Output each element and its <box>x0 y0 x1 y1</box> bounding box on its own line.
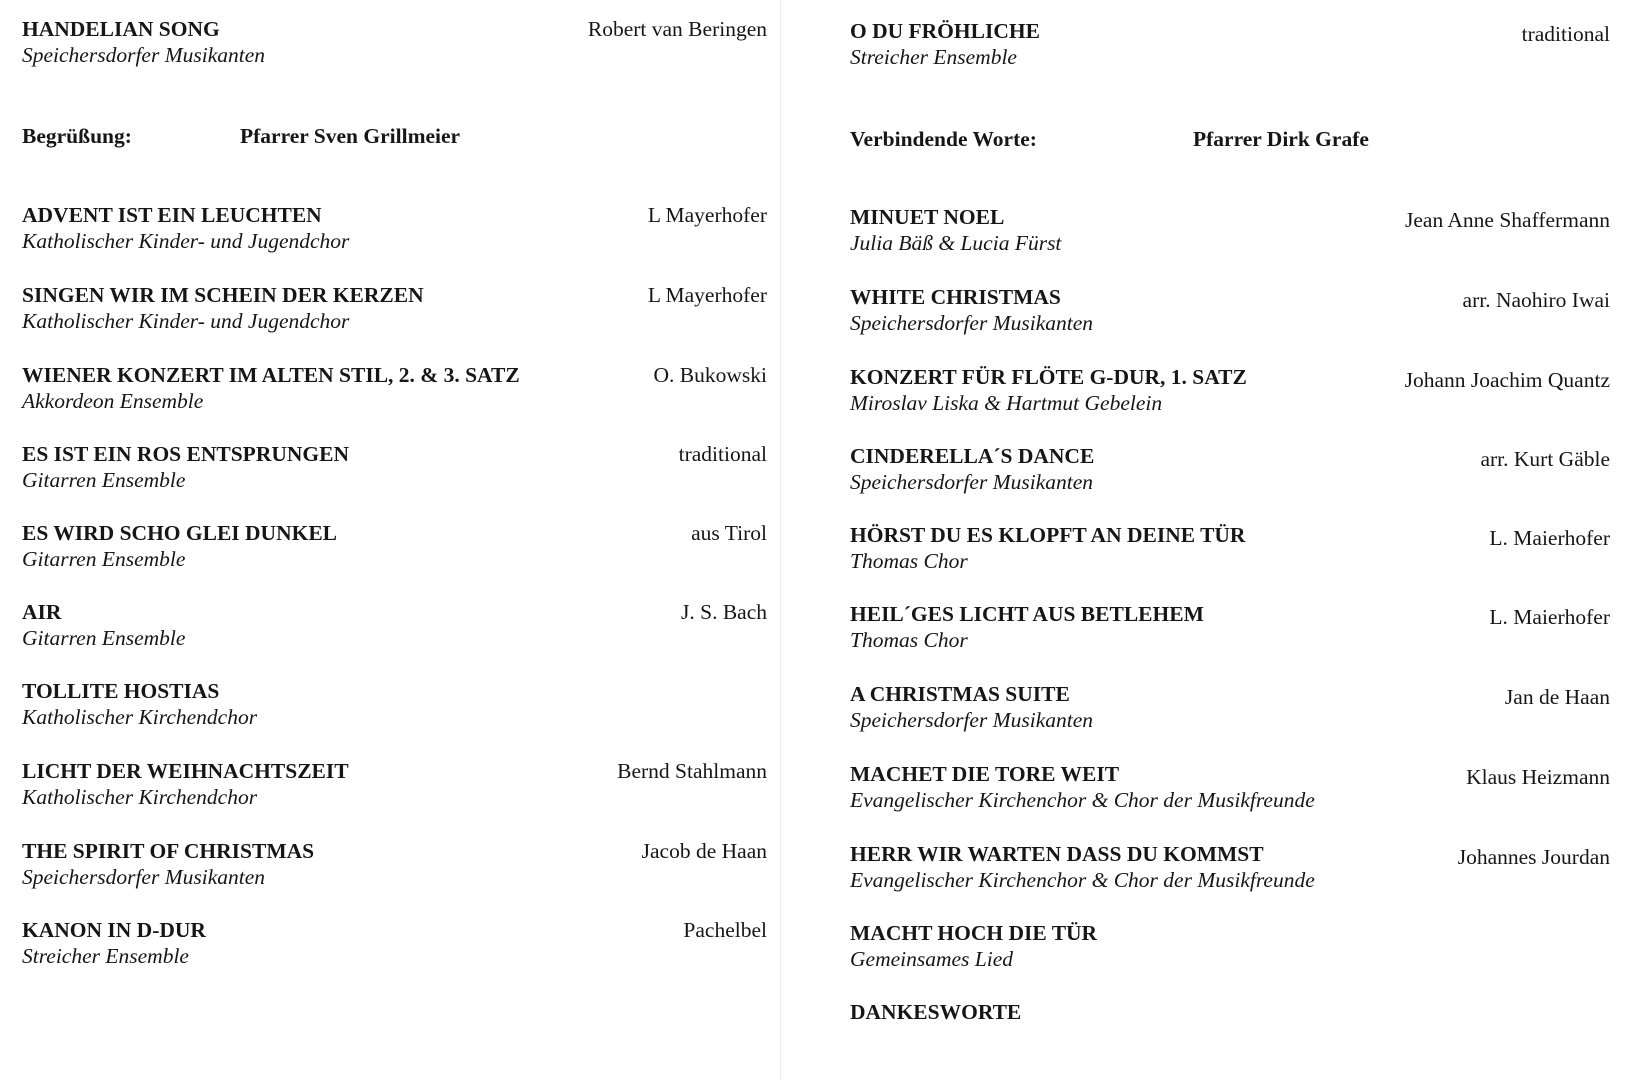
performer: Akkordeon Ensemble <box>22 389 204 413</box>
composer: Jan de Haan <box>1504 685 1610 709</box>
program-item <box>22 678 767 730</box>
program-item <box>22 758 767 810</box>
piece-title: KANON IN D-DUR <box>22 918 206 942</box>
composer: Robert van Beringen <box>587 17 767 41</box>
composer: L. Maierhofer <box>1489 526 1610 550</box>
program-item <box>850 920 1610 972</box>
page-fold <box>780 0 781 1080</box>
composer: Klaus Heizmann <box>1466 765 1610 789</box>
program-item <box>22 599 767 651</box>
composer: Jean Anne Shaffermann <box>1405 208 1610 232</box>
composer: traditional <box>1521 22 1610 46</box>
program-item <box>850 841 1610 893</box>
performer: Speichersdorfer Musikanten <box>850 311 1094 335</box>
piece-title: A CHRISTMAS SUITE <box>850 682 1070 706</box>
program-item <box>22 282 767 334</box>
program-item-opening-left <box>22 16 767 68</box>
program-item <box>850 204 1610 256</box>
composer: L. Maierhofer <box>1489 605 1610 629</box>
piece-title: HANDELIAN SONG <box>22 17 220 41</box>
performer: Evangelischer Kirchenchor & Chor der Musikfreunde <box>850 788 1315 812</box>
piece-title: ES IST EIN ROS ENTSPRUNGEN <box>22 442 349 466</box>
composer: Bernd Stahlmann <box>617 759 767 783</box>
piece-title: HÖRST DU ES KLOPFT AN DEINE TÜR <box>850 523 1246 547</box>
composer: O. Bukowski <box>653 363 767 387</box>
performer: Streicher Ensemble <box>22 944 189 968</box>
program-item <box>850 681 1610 733</box>
piece-title: SINGEN WIR IM SCHEIN DER KERZEN <box>22 283 424 307</box>
program-item <box>850 522 1610 574</box>
composer: aus Tirol <box>691 521 767 545</box>
program-item <box>22 362 767 414</box>
performer: Gitarren Ensemble <box>22 626 186 650</box>
piece-title: O DU FRÖHLICHE <box>850 19 1040 43</box>
program-item <box>850 364 1610 416</box>
composer: arr. Naohiro Iwai <box>1462 288 1610 312</box>
program-item <box>22 917 767 969</box>
composer: Pachelbel <box>683 918 767 942</box>
performer: Speichersdorfer Musikanten <box>22 43 266 67</box>
program-item <box>850 761 1610 813</box>
performer: Julia Bäß & Lucia Fürst <box>850 231 1062 255</box>
program-item <box>22 202 767 254</box>
piece-title: WIENER KONZERT IM ALTEN STIL, 2. & 3. SATZ <box>22 363 520 387</box>
piece-title: LICHT DER WEIHNACHTSZEIT <box>22 759 349 783</box>
composer: L Mayerhofer <box>647 283 767 307</box>
piece-title: AIR <box>22 600 62 624</box>
performer: Speichersdorfer Musikanten <box>850 470 1094 494</box>
composer: J. S. Bach <box>681 600 767 624</box>
performer: Miroslav Liska & Hartmut Gebelein <box>850 391 1163 415</box>
piece-title: CINDERELLA´S DANCE <box>850 444 1095 468</box>
program-item <box>850 601 1610 653</box>
piece-title: MACHET DIE TORE WEIT <box>850 762 1120 786</box>
performer: Thomas Chor <box>850 549 968 573</box>
composer: traditional <box>678 442 767 466</box>
performer: Katholischer Kirchendchor <box>22 785 258 809</box>
piece-title: MACHT HOCH DIE TÜR <box>850 921 1098 945</box>
program-item <box>22 520 767 572</box>
program-item <box>22 838 767 890</box>
program-item <box>22 441 767 493</box>
performer: Gitarren Ensemble <box>22 547 186 571</box>
performer: Speichersdorfer Musikanten <box>22 865 266 889</box>
performer: Gemeinsames Lied <box>850 947 1014 971</box>
piece-title: ES WIRD SCHO GLEI DUNKEL <box>22 521 338 545</box>
performer: Katholischer Kinder- und Jugendchor <box>22 309 350 333</box>
piece-title: KONZERT FÜR FLÖTE G-DUR, 1. SATZ <box>850 365 1247 389</box>
connecting-words-speaker: Pfarrer Dirk Grafe <box>1193 127 1369 151</box>
piece-title: HEIL´GES LICHT AUS BETLEHEM <box>850 602 1204 626</box>
piece-title: HERR WIR WARTEN DASS DU KOMMST <box>850 842 1264 866</box>
performer: Katholischer Kirchendchor <box>22 705 258 729</box>
composer: L Mayerhofer <box>647 203 767 227</box>
composer: Johann Joachim Quantz <box>1404 368 1610 392</box>
piece-title: THE SPIRIT OF CHRISTMAS <box>22 839 315 863</box>
piece-title: DANKESWORTE <box>850 1000 1022 1024</box>
performer: Evangelischer Kirchenchor & Chor der Musikfreunde <box>850 868 1315 892</box>
program-item <box>850 284 1610 336</box>
greeting-speaker: Pfarrer Sven Grillmeier <box>240 124 461 148</box>
piece-title: MINUET NOEL <box>850 205 1005 229</box>
performer: Katholischer Kinder- und Jugendchor <box>22 229 350 253</box>
greeting-label: Begrüßung: <box>22 124 132 148</box>
composer: arr. Kurt Gäble <box>1480 447 1610 471</box>
piece-title: WHITE CHRISTMAS <box>850 285 1061 309</box>
piece-title: TOLLITE HOSTIAS <box>22 679 220 703</box>
performer: Speichersdorfer Musikanten <box>850 708 1094 732</box>
performer: Thomas Chor <box>850 628 968 652</box>
performer: Streicher Ensemble <box>850 45 1017 69</box>
program-item-opening-right <box>850 18 1610 70</box>
performer: Gitarren Ensemble <box>22 468 186 492</box>
composer: Johannes Jourdan <box>1457 845 1610 869</box>
composer: Jacob de Haan <box>641 839 767 863</box>
connecting-words-label: Verbindende Worte: <box>850 127 1037 151</box>
program-item-closing <box>850 999 1610 1025</box>
program-item <box>850 443 1610 495</box>
piece-title: ADVENT IST EIN LEUCHTEN <box>22 203 322 227</box>
